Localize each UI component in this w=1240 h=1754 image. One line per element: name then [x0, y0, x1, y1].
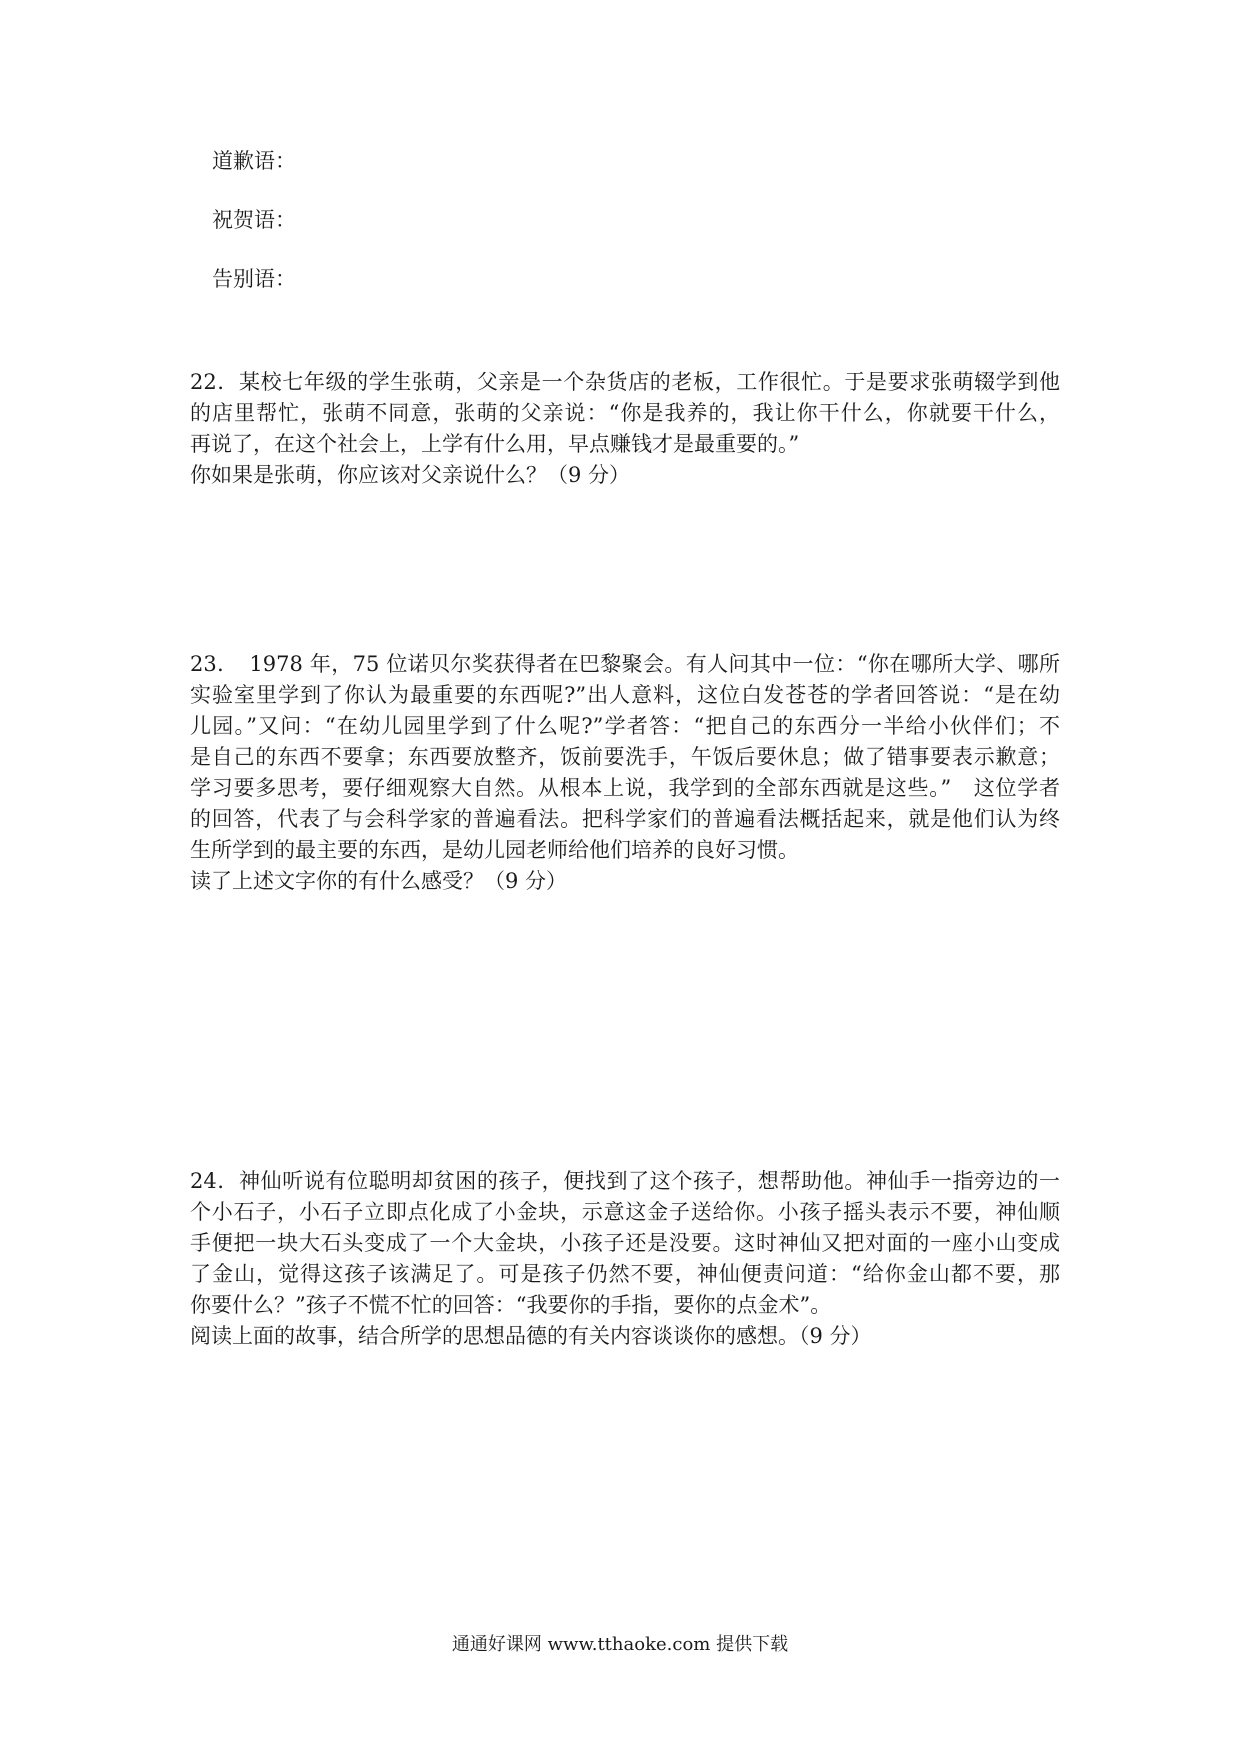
- footer-source-text: 通通好课网 www.tthaoke.com 提供下载: [451, 1634, 789, 1655]
- question-24-line-5: 你要什么？”孩子不慌不忙的回答：“我要你的手指，要你的点金术”。: [190, 1293, 832, 1317]
- question-23-line-7: 生所学到的最主要的东西，是幼儿园老师给他们培养的良好习惯。: [190, 838, 799, 862]
- question-24-line-1: 24．神仙听说有位聪明却贫困的孩子，便找到了这个孩子，想帮助他。神仙手一指旁边的一: [190, 1169, 1060, 1193]
- question-23-prompt: 读了上述文字你的有什么感受？（9 分）: [190, 869, 568, 893]
- question-22-line-3: 再说了，在这个社会上，上学有什么用，早点赚钱才是最重要的。”: [190, 432, 800, 456]
- question-22-line-2: 的店里帮忙，张萌不同意，张萌的父亲说：“你是我养的，我让你干什么，你就要干什么，: [190, 401, 1060, 425]
- question-23-line-1: 23． 1978 年，75 位诺贝尔奖获得者在巴黎聚会。有人问其中一位：“你在哪所大学、哪所: [190, 652, 1060, 676]
- farewell-phrase-label: 告别语：: [212, 267, 296, 291]
- question-22-prompt: 你如果是张萌，你应该对父亲说什么？（9 分）: [190, 463, 631, 487]
- question-24-prompt: 阅读上面的故事，结合所学的思想品德的有关内容谈谈你的感想。（9 分）: [190, 1324, 872, 1348]
- question-22-line-1: 22．某校七年级的学生张萌，父亲是一个杂货店的老板，工作很忙。于是要求张萌辍学到他: [190, 370, 1060, 394]
- question-24-line-4: 了金山，觉得这孩子该满足了。可是孩子仍然不要，神仙便责问道：“给你金山都不要，那: [190, 1262, 1060, 1286]
- question-23-line-5: 学习要多思考，要仔细观察大自然。从根本上说，我学到的全部东西就是这些。” 这位学者: [190, 776, 1060, 800]
- question-23-line-2: 实验室里学到了你认为最重要的东西呢?”出人意料，这位白发苍苍的学者回答说：“是在幼: [190, 683, 1060, 707]
- apology-phrase-label: 道歉语：: [212, 149, 296, 173]
- question-23-line-4: 是自己的东西不要拿；东西要放整齐，饭前要洗手，午饭后要休息；做了错事要表示歉意；: [190, 745, 1060, 769]
- question-23-line-6: 的回答，代表了与会科学家的普遍看法。把科学家们的普遍看法概括起来，就是他们认为终: [190, 807, 1060, 831]
- question-24-line-3: 手便把一块大石头变成了一个大金块，小孩子还是没要。这时神仙又把对面的一座小山变成: [190, 1231, 1060, 1255]
- congrats-phrase-label: 祝贺语：: [212, 208, 296, 232]
- question-24-line-2: 个小石子，小石子立即点化成了小金块，示意这金子送给你。小孩子摇头表示不要，神仙顺: [190, 1200, 1060, 1224]
- question-23-line-3: 儿园。”又问：“在幼儿园里学到了什么呢?”学者答：“把自己的东西分一半给小伙伴们；不: [190, 714, 1060, 738]
